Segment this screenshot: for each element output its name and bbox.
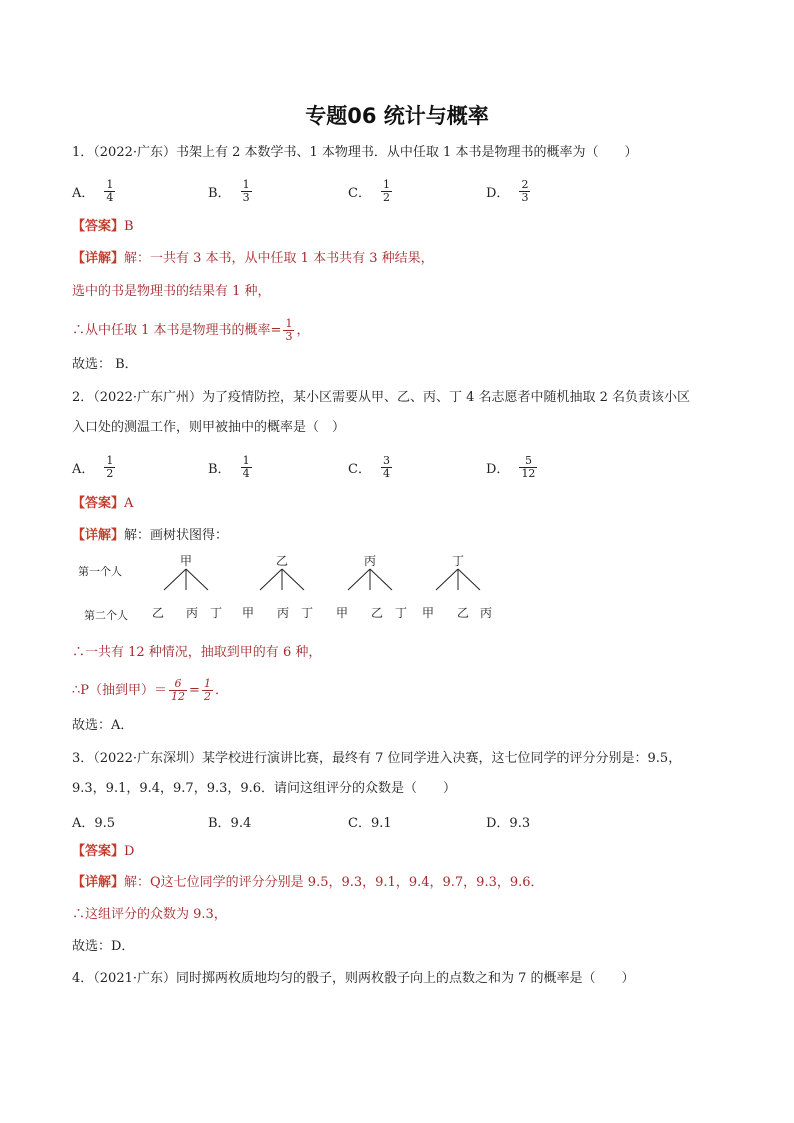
q2-stem-2: 入口处的测温工作，则甲被抽中的概率是（ ） <box>72 420 346 435</box>
detail-fraction <box>169 678 187 703</box>
tree-leaf-node: 丙 <box>480 606 493 620</box>
answer-tag: 【答案】 <box>72 496 125 511</box>
detail-text: ． <box>214 683 228 698</box>
detail-tag: 【详解】 <box>72 251 125 266</box>
denominator: 4 <box>106 190 114 204</box>
q4-stem: 4．（2021·广东）同时掷两枚质地均匀的骰子，则两枚骰子向上的点数之和为 7 的概率是（ ） <box>72 971 635 986</box>
denominator: 3 <box>242 190 250 204</box>
tree-diagram <box>72 550 512 630</box>
denominator: 3 <box>285 330 293 343</box>
tree-leaf-node: 乙 <box>371 606 384 620</box>
tree-root-node: 丙 <box>364 554 377 568</box>
equals-sign: = <box>189 683 200 698</box>
q2-option-d <box>486 452 539 482</box>
option-fraction <box>519 455 537 480</box>
numerator: 3 <box>382 453 390 467</box>
q1-detail-1 <box>72 249 434 269</box>
detail-text: ∴P（抽到甲）＝ <box>72 683 168 698</box>
page-title: 专题06 统计与概率 <box>305 104 489 128</box>
detail-text: 解：一共有 3 本书，从中任取 1 本书共有 3 种结果， <box>124 251 434 266</box>
detail-fraction <box>202 678 213 703</box>
q2-detail-1 <box>72 526 228 546</box>
tree-root-node: 甲 <box>180 554 193 568</box>
numerator: 1 <box>203 677 211 690</box>
q3-option-d: D．9.3 <box>486 815 531 831</box>
option-label: A． <box>72 185 95 201</box>
numerator: 1 <box>242 177 250 191</box>
q3-option-a: A．9.5 <box>72 815 116 831</box>
tree-root-node: 乙 <box>276 554 289 568</box>
detail-text: 解：Q这七位同学的评分分别是 9.5，9.3，9.1，9.4，9.7，9.3，9.6． <box>124 875 544 890</box>
option-label: D． <box>486 185 510 201</box>
option-fraction <box>104 455 115 480</box>
answer-tag: 【答案】 <box>72 219 125 234</box>
denominator: 12 <box>171 690 186 703</box>
q1-answer <box>72 217 134 237</box>
option-fraction <box>381 179 392 204</box>
detail-fraction <box>283 318 294 343</box>
q1-option-a <box>72 176 117 206</box>
q1-detail-3 <box>72 318 309 343</box>
q3-detail-2: ∴这组评分的众数为 9.3， <box>72 907 227 922</box>
q2-answer <box>72 494 133 514</box>
option-label: B． <box>208 185 231 201</box>
tree-leaf-node: 丁 <box>301 606 314 620</box>
denominator: 2 <box>106 466 114 480</box>
tree-leaf-node: 丙 <box>186 606 199 620</box>
tree-leaf-node: 乙 <box>152 606 165 620</box>
denominator: 2 <box>382 190 390 204</box>
numerator: 1 <box>106 453 114 467</box>
q3-conclusion: 故选：D． <box>72 939 135 954</box>
numerator: 6 <box>174 677 182 690</box>
numerator: 2 <box>521 177 529 191</box>
option-label: B． <box>208 461 231 477</box>
q1-options <box>72 176 732 206</box>
denominator: 4 <box>242 466 250 480</box>
q3-option-b: B．9.4 <box>208 815 252 831</box>
answer-value: D <box>124 844 135 859</box>
q3-stem-2: 9.3，9.1，9.4，9.7，9.3，9.6．请问这组评分的众数是（ ） <box>72 781 457 796</box>
q3-options <box>72 806 732 836</box>
q2-option-c <box>348 452 394 482</box>
option-label: C． <box>348 185 371 201</box>
q2-conclusion: 故选：A． <box>72 718 134 733</box>
detail-tag: 【详解】 <box>72 875 125 890</box>
q3-detail-1 <box>72 873 544 893</box>
q1-stem: 1．（2022·广东）书架上有 2 本数学书、1 本物理书．从中任取 1 本书是物理书的概率为（ ） <box>72 145 638 160</box>
tree-leaf-node: 丁 <box>395 606 408 620</box>
q3-stem-1: 3．（2022·广东深圳）某学校进行演讲比赛，最终有 7 位同学进入决赛，这七位同学的评分分别是：9.5， <box>72 751 682 766</box>
q1-option-c <box>348 176 394 206</box>
numerator: 1 <box>382 177 390 191</box>
numerator: 1 <box>242 453 250 467</box>
q1-conclusion: 故选： B． <box>72 357 138 372</box>
detail-text: 解：画树状图得： <box>124 528 229 543</box>
answer-value: B <box>124 219 134 234</box>
tree-root-node: 丁 <box>452 554 465 568</box>
tree-level-1-label: 第一个人 <box>78 565 122 578</box>
q2-detail-2: ∴一共有 12 种情况，抽取到甲的有 6 种， <box>72 645 322 660</box>
tree-leaf-node: 甲 <box>242 606 255 620</box>
numerator: 1 <box>106 177 114 191</box>
option-fraction <box>241 455 252 480</box>
detail-text: ， <box>296 323 310 338</box>
option-fraction <box>519 179 530 204</box>
option-label: D． <box>486 461 510 477</box>
tree-leaf-node: 甲 <box>336 606 349 620</box>
q2-option-b <box>208 452 254 482</box>
q3-answer <box>72 842 134 862</box>
q2-option-a <box>72 452 117 482</box>
denominator: 3 <box>521 190 529 204</box>
tree-leaf-node: 丙 <box>277 606 290 620</box>
q1-detail-2: 选中的书是物理书的结果有 1 种， <box>72 284 271 299</box>
tree-leaf-node: 乙 <box>457 606 470 620</box>
denominator: 12 <box>521 466 536 480</box>
tree-branches <box>72 550 512 630</box>
option-fraction <box>381 455 392 480</box>
option-label: A． <box>72 461 95 477</box>
q2-options <box>72 452 732 482</box>
answer-tag: 【答案】 <box>72 844 125 859</box>
q3-option-c: C．9.1 <box>348 815 392 831</box>
detail-tag: 【详解】 <box>72 528 125 543</box>
q2-stem-1: 2．（2022·广东广州）为了疫情防控，某小区需要从甲、乙、丙、丁 4 名志愿者中随机抽取 2 名负责该小区 <box>72 390 691 405</box>
answer-value: A <box>124 496 134 511</box>
tree-leaf-node: 丁 <box>210 606 223 620</box>
option-fraction <box>241 179 252 204</box>
tree-level-2-label: 第二个人 <box>84 609 128 622</box>
q2-detail-3 <box>72 678 228 703</box>
tree-leaf-node: 甲 <box>422 606 435 620</box>
option-fraction <box>104 179 115 204</box>
numerator: 1 <box>285 317 293 330</box>
option-label: C． <box>348 461 371 477</box>
q1-option-b <box>208 176 254 206</box>
numerator: 5 <box>524 453 532 467</box>
detail-text: ∴从中任取 1 本书是物理书的概率= <box>72 323 282 338</box>
denominator: 4 <box>382 466 390 480</box>
q1-option-d <box>486 176 532 206</box>
denominator: 2 <box>203 690 211 703</box>
